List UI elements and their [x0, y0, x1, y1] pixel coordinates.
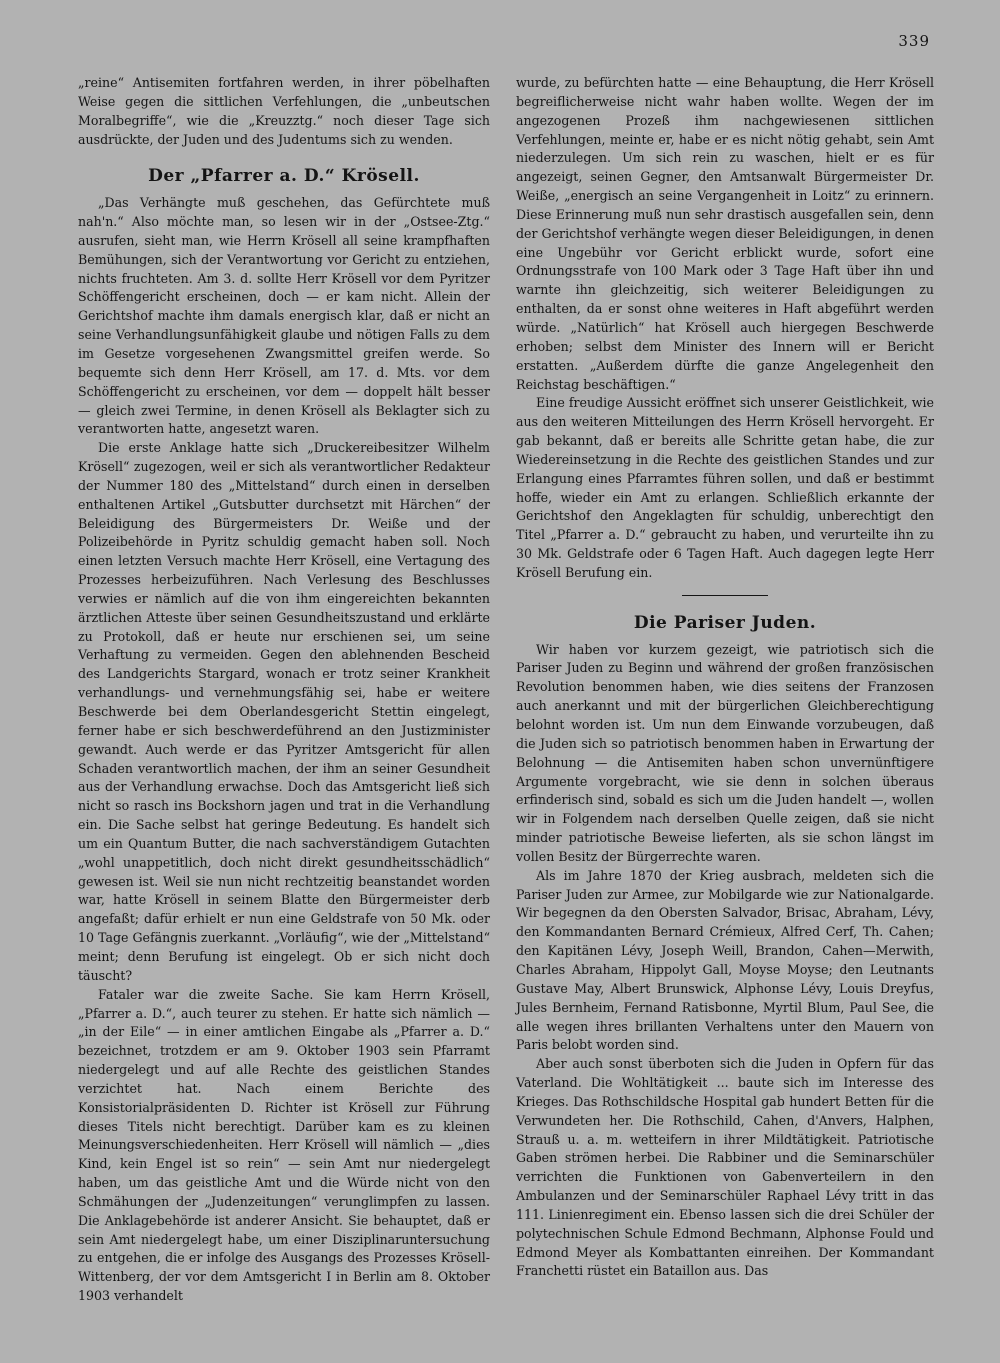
- article-paragraph: Eine freudige Aussicht eröffnet sich unserer Geistlichkeit, wie aus den weiteren Mitteilungen des Herrn Krösell hervorgeht. Er gab bekannt, daß er bereits alle Schritte getan habe, die zur Wiedereinsetzung in die Rechte des geistlichen Standes und zur Erlangung eines Pfarramtes führen sollen, und daß er bestimmt hoffe, wieder ein Amt zu erlangen. Schließlich erkannte der Gerichtshof den Angeklagten für schuldig, unberechtigt den Titel „Pfarrer a. D.“ gebraucht zu haben, und verurteilte ihn zu 30 Mk. Geldstrafe oder 6 Tagen Haft. Auch dagegen legte Herr Krösell Berufung ein.: [516, 395, 934, 580]
- article-paragraph: Wir haben vor kurzem gezeigt, wie patriotisch sich die Pariser Juden zu Beginn und während der großen französischen Revolution benommen haben, wie dies seitens der Franzosen auch anerkannt und mit der bürgerlichen Gleichberechtigung belohnt worden ist. Um nun dem Einwande vorzubeugen, daß die Juden sich so patriotisch benommen haben in Erwartung der Belohnung — die Antisemiten haben schon unvernünftigere Argumente vorgebracht, wie sie denn in solchen überaus erfinderisch sind, sobald es sich um die Juden handelt —, wollen wir in Folgendem nach derselben Quelle zeigen, daß sie nicht minder patriotische Beweise lieferten, als sie schon längst im vollen Besitz der Bürgerrechte waren.: [516, 641, 934, 864]
- page-number: 339: [898, 32, 930, 50]
- article-continuation: „reine“ Antisemiten fortfahren werden, in ihrer pöbelhaften Weise gegen die sittlichen Verfehlungen, die „unbeutschen Moralbegriffe“, wie die „Kreuzztg.“ noch dieser Tage sich ausdrückte, der Juden und des Judentums sich zu wenden.: [78, 75, 490, 147]
- article-paragraph: Fataler war die zweite Sache. Sie kam Herrn Krösell, „Pfarrer a. D.“, auch teurer zu stehen. Er hatte sich nämlich — „in der Eile“ — in einer amtlichen Eingabe als „Pfarrer a. D.“ bezeichnet, trotzdem er am 9. Oktober 1903 sein Pfarramt niedergelegt und auf alle Rechte des geistlichen Standes verzichtet hat. Nach einem Berichte des Konsistorialpräsidenten D. Richter ist Krösell zur Führung dieses Titels nicht berechtigt. Darüber kam es zu kleinen Meinungsverschiedenheiten. Herr Krösell will nämlich — „dies Kind, kein Engel ist so rein“ — sein Amt nur niedergelegt haben, um das geistliche Amt und die Würde nicht von den Schmähungen der „Judenzeitungen“ verunglimpfen zu lassen. Die Anklagebehörde ist anderer Ansicht. Sie behauptet, daß er sein Amt niedergelegt habe, um einer Disziplinaruntersuchung zu entgehen, die er infolge des Ausgangs des Prozesses Krösell-Wittenberg, der vor dem Amtsgericht I in Berlin am 8. Oktober 1903 verhandelt: [78, 986, 490, 1304]
- article-paragraph: Aber auch sonst überboten sich die Juden in Opfern für das Vaterland. Die Wohltätigkeit ... baute sich im Interesse des Krieges. Das Rothschildsche Hospital gab hundert Betten für die Verwundeten her. Die Rothschild, Cahen, d'Anvers, Halphen, Strauß u. a. m. wetteifern in ihrer Mildtätigkeit. Patriotische Gaben strömen herbei. Die Rabbiner und die Seminarschüler verrichten die Funktionen von Gabenverteilern in den Ambulanzen und der Seminarschüler Raphael Lévy tritt in das 111. Linienregiment ein. Ebenso lassen sich die drei Schüler der polytechnischen Schule Edmond Bechmann, Alphonse Fould und Edmond Meyer als Kombattanten einreihen. Der Kommandant Franchetti rüstet ein Bataillon aus. Das: [516, 1056, 934, 1279]
- article-paragraph: Die erste Anklage hatte sich „Druckereibesitzer Wilhelm Krösell“ zugezogen, weil er sich als verantwortlicher Redakteur der Nummer 180 des „Mittelstand“ durch einen in derselben enthaltenen Artikel „Gutsbutter durchsetzt mit Härchen“ der Beleidigung des Bürgermeisters Dr. Weiße und der Polizeibehörde in Pyritz schuldig gemacht haben soll. Noch einen letzten Versuch machte Herr Krösell, eine Vertagung des Prozesses herbeizuführen. Nach Verlesung des Beschlusses verwies er nämlich auf die von ihm eingereichten bekannten ärztlichen Atteste über seinen Gesundheitszustand und erklärte zu Protokoll, daß er heute nur erschienen sei, um seine Verhaftung zu vermeiden. Gegen den ablehnenden Bescheid des Landgerichts Stargard, wonach er trotz seiner Krankheit verhandlungs- und vernehmungsfähig sei, habe er weitere Beschwerde bei dem Oberlandesgericht Stettin eingelegt, ferner habe er sich beschwerdeführend an den Justizminister gewandt. Auch werde er das Pyritzer Amtsgericht für allen Schaden verantwortlich machen, der ihm an seiner Gesundheit aus der Verhandlung erwachse. Doch das Amtsgericht ließ sich nicht so rasch ins Bockshorn jagen und trat in die Verhandlung ein. Die Sache selbst hat geringe Bedeutung. Es handelt sich um ein Quantum Butter, die nach sachverständigem Gutachten „wohl unappetitlich, doch nicht direkt gesundheitsschädlich“ gewesen ist. Weil sie nun nicht rechtzeitig beanstandet worden war, hatte Krösell in seinem Blatte den Bürgermeister derb angefaßt; dafür erhielt er nun eine Geldstrafe von 50 Mk. oder 10 Tage Gefängnis zuerkannt. „Vorläufig“, wie der „Mittelstand“ meint; denn Berufung ist eingelegt. Ob er sich nicht doch täuscht?: [78, 440, 491, 983]
- article-heading-kroesell: Der „Pfarrer a. D.“ Krösell.: [148, 166, 420, 187]
- article-continuation: wurde, zu befürchten hatte — eine Behauptung, die Herr Krösell begreiflicherweise nicht wahr haben wollte. Wegen der im angezogenen Prozeß ihm nachgewiesenen sittlichen Verfehlungen, meinte er, habe er es nicht nötig gehabt, sein Amt niederzulegen. Um sich rein zu waschen, hielt er es für angezeigt, seinen Gegner, den Amtsanwalt Bürgermeister Dr. Weiße, „energisch an seine Vergangenheit in Loitz“ zu erinnern. Diese Erinnerung muß nun sehr drastisch ausgefallen sein, denn der Gerichtshof verhängte wegen dieser Beleidigungen, in denen eine Ungebühr vor Gericht erblickt wurde, sofort eine Ordnungsstrafe von 100 Mark oder 3 Tage Haft über ihn und warnte ihn gleichzeitig, sich weiterer Beleidigungen zu enthalten, da er sonst ohne weiteres in Haft abgeführt werden würde. „Natürlich“ hat Krösell auch hiergegen Beschwerde erhoben; selbst dem Minister des Innern will er Bericht erstatten. „Außerdem dürfte die ganze Angelegenheit den Reichstag beschäftigen.“: [516, 75, 934, 392]
- article-paragraph: Als im Jahre 1870 der Krieg ausbrach, meldeten sich die Pariser Juden zur Armee, zur Mobilgarde wie zur Nationalgarde. Wir begegnen da den Obersten Salvador, Brisac, Abraham, Lévy, den Kommandanten Bernard Crémieux, Alfred Cerf, Th. Cahen; den Kapitänen Lévy, Joseph Weill, Brandon, Cahen—Merwith, Charles Abraham, Hippolyt Gall, Moyse Moyse; den Leutnants Gustave May, Albert Brunswick, Alphonse Lévy, Louis Dreyfus, Jules Bernheim, Fernand Ratisbonne, Myrtil Blum, Paul See, die alle wegen ihres brillanten Verhaltens unter den Mauern von Paris belobt worden sind.: [516, 867, 934, 1053]
- article-paragraph: „Das Verhängte muß geschehen, das Gefürchtete muß nah'n.“ Also möchte man, so lesen wir in der „Ostsee-Ztg.“ ausrufen, sieht man, wie Herrn Krösell all seine krampfhaften Bemühungen, sich der Verantwortung vor Gericht zu entziehen, nichts fruchteten. Am 3. d. sollte Herr Krösell vor dem Pyritzer Schöffengericht erscheinen, doch — er kam nicht. Allein der Gerichtshof machte ihm damals energisch klar, daß er nicht an seine Verhandlungsunfähigkeit glaube und nötigen Falls zu dem im Gesetze vorgesehenen Zwangsmittel greifen werde. So bequemte sich denn Herr Krösell, am 17. d. Mts. vor dem Schöffengericht zu erscheinen, vor dem — doppelt hält besser — gleich zwei Termine, in denen Krösell als Beklagter sich zu verantworten hatte, angesetzt waren.: [78, 195, 490, 437]
- left-column: [78, 74, 490, 1306]
- right-column: [516, 74, 934, 1281]
- article-heading-pariser-juden: Die Pariser Juden.: [633, 612, 817, 633]
- section-divider: [682, 595, 768, 596]
